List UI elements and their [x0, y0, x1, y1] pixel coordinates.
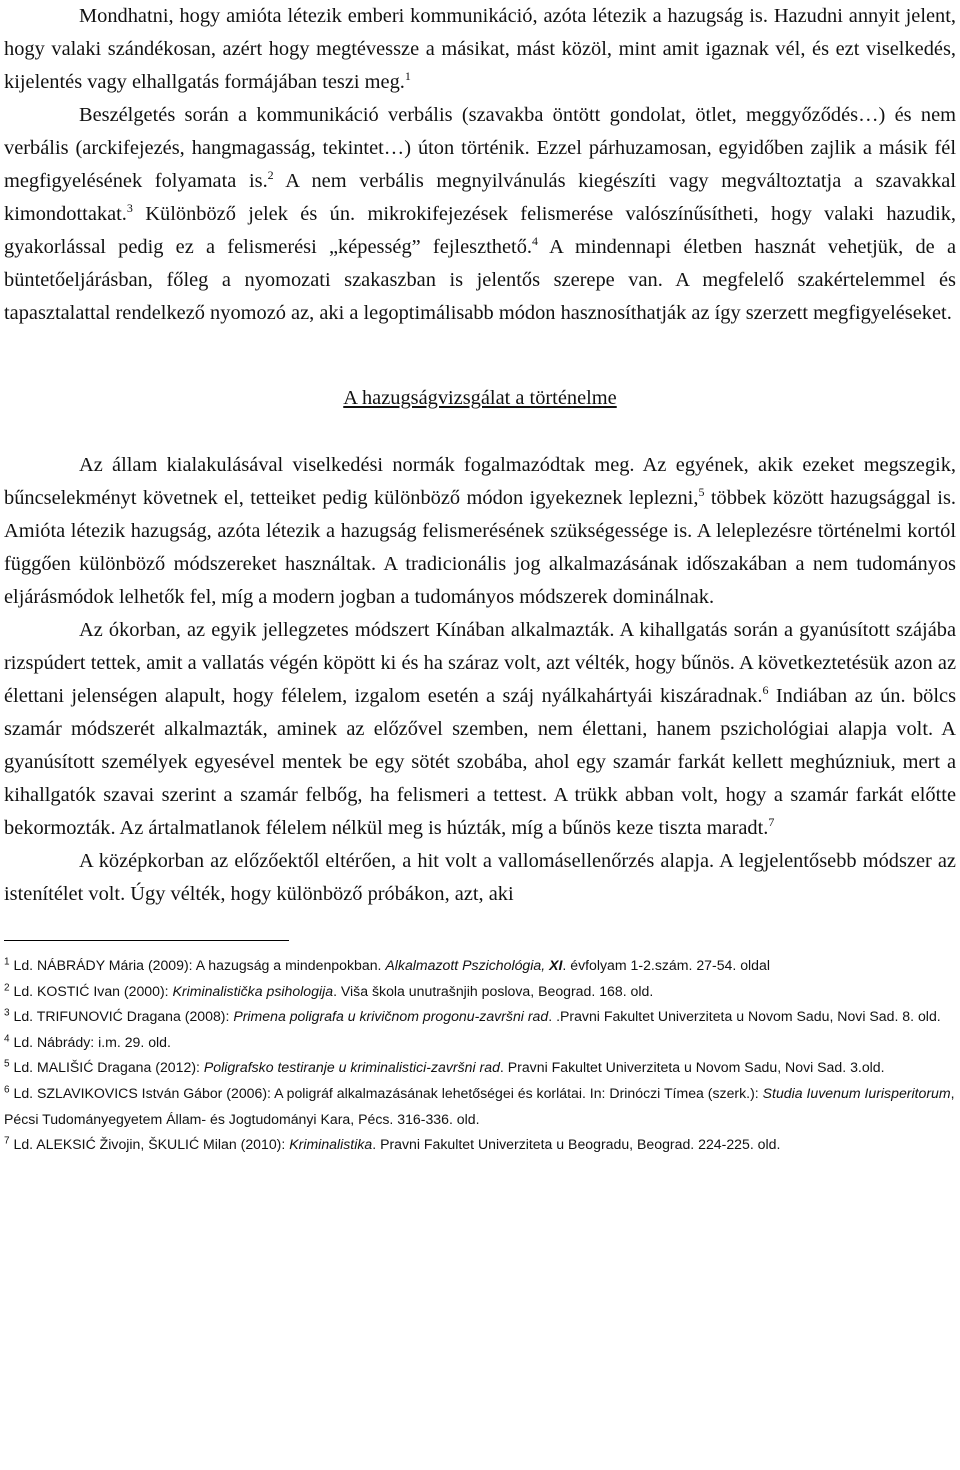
- paragraph-text: A nem verbális megnyilvánulás kiegészíti vagy megváltoztatja a szavakkal kimondottakat.: [4, 170, 957, 225]
- footnote-text: . Pravni Fakultet Univerziteta u Beogradu, Beograd. 224-225. old.: [372, 1136, 781, 1153]
- footnote-number: 5: [4, 1058, 10, 1070]
- paragraph-text: Beszélgetés során a kommunikáció verbális (szavakba öntött gondolat, ötlet, meggyőződés…) és nem verbális (arckifejezés, hangmagasság, tekintet…) úton történik. Ezzel párhuzamosan, egyidőben zajlik a másik fél megfigyelésének folyamata is.: [4, 104, 956, 192]
- footnote-5: [4, 1055, 956, 1081]
- footnote-title: Kriminalistička psihologija: [172, 982, 334, 999]
- section-heading: A hazugságvizsgálat a történelme: [343, 387, 617, 409]
- footnote-number: 1: [4, 956, 10, 968]
- paragraph-5: [4, 845, 956, 911]
- footnote-2: [4, 979, 956, 1005]
- footnote-separator: [4, 940, 289, 941]
- footnote-text: Ld. KOSTIĆ Ivan (2000):: [9, 982, 173, 999]
- footnote-text: . .Pravni Fakultet Univerziteta u Novom Sadu, Novi Sad. 8. old.: [548, 1008, 941, 1025]
- body-text: [4, 0, 956, 911]
- footnote-number: 2: [4, 981, 10, 993]
- footnote-title: Kriminalistika: [289, 1136, 373, 1153]
- paragraph-text: Indiában az ún. bölcs szamár módszerét alkalmazták, aminek az előzővel szemben, nem élettani, hanem pszichológiai alapja volt. A gyanúsított személyek egyesével mentek be egy sötét szobába, ahol egy szamár farkát kellett meghúzniuk, mert a kihallgatók szavai szerint a szamár felbőg, ha felismeri a tettest. A trükk abban volt, hogy a szamár farkát előtte bekormozták. Az ártalmatlanok félelem nélkül meg is húzták, míg a bűnös keze tiszta maradt.: [4, 685, 957, 839]
- footnote-6: [4, 1081, 956, 1132]
- footnote-text: . Pravni Fakultet Univerziteta u Novom Sadu, Novi Sad. 3.old.: [499, 1059, 885, 1076]
- paragraph-2: [4, 99, 956, 330]
- footnotes: [4, 953, 956, 1158]
- footnote-text: Ld. NÁBRÁDY Mária (2009): A hazugság a mindenpokban.: [9, 957, 386, 973]
- paragraph-3: [4, 449, 956, 614]
- footnote-text: , Pécsi Tudományegyetem Állam- és Jogtudományi Kara, Pécs. 316-336. old.: [4, 1084, 955, 1127]
- footnote-number: 7: [4, 1135, 10, 1147]
- footnote-text: . Viša škola unutrašnjih poslova, Beograd. 168. old.: [333, 982, 654, 999]
- footnote-ref: 5: [698, 485, 705, 500]
- paragraph-text: A mindennapi életben hasznát vehetjük, de a büntetőeljárásban, főleg a nyomozati szakaszban is jelentős szerepe van. A megfelelő szakértelemmel és tapasztalattal rendelkező nyomozó az, aki a legoptimálisabb módon hasznosíthatják az így szerzett megfigyeléseket.: [4, 236, 956, 324]
- footnote-4: [4, 1030, 956, 1056]
- footnote-number: 3: [4, 1007, 10, 1019]
- footnote-volume: XI: [545, 957, 563, 973]
- footnote-title: Primena poligrafa u krivičnom progonu-završni rad: [233, 1008, 549, 1025]
- footnote-text: Ld. SZLAVIKOVICS István Gábor (2006): A poligráf alkalmazásának lehetőségei és korlátai. In: Drinóczi Tímea (szerk.):: [9, 1084, 763, 1101]
- document-page: [4, 0, 956, 1158]
- footnote-number: 4: [4, 1033, 10, 1045]
- footnote-text: Ld. MALIŠIĆ Dragana (2012):: [9, 1059, 204, 1076]
- footnote-7: [4, 1132, 956, 1158]
- footnote-text: . évfolyam 1-2.szám. 27-54. oldal: [562, 957, 770, 973]
- footnote-ref: 7: [768, 815, 775, 830]
- footnote-number: 6: [4, 1084, 10, 1096]
- footnote-title: Alkalmazott Pszichológia,: [385, 957, 546, 973]
- footnote-ref: 3: [126, 201, 133, 216]
- footnote-text: Ld. TRIFUNOVIĆ Dragana (2008):: [9, 1008, 234, 1025]
- footnote-title: Poligrafsko testiranje u kriminalistici-završni rad: [203, 1059, 500, 1076]
- footnote-ref: 6: [762, 683, 769, 698]
- footnote-text: Ld. ALEKSIĆ Živojin, ŠKULIĆ Milan (2010):: [9, 1136, 290, 1153]
- footnote-ref: 1: [404, 69, 411, 84]
- footnote-3: [4, 1004, 956, 1030]
- paragraph-text: Az állam kialakulásával viselkedési normák fogalmazódtak meg. Az egyének, akik ezeket megszegik, bűncselekményt követnek el, tetteiket pedig különböző módon igyekeznek leplezni,: [4, 454, 956, 509]
- footnote-1: [4, 953, 956, 979]
- paragraph-text: Különböző jelek és ún. mikrokifejezések felismerése valószínűsítheti, hogy valaki hazudik, gyakorlással pedig ez a felismerési „képesség” fejleszthető.: [4, 203, 956, 258]
- paragraph-text: Az ókorban, az egyik jellegzetes módszert Kínában alkalmazták. A kihallgatás során a gyanúsított szájába rizspúdert tettek, amit a vallatás végén köpött ki és ha száraz volt, azt vélték, hogy bűnös. A következtetésük azon az élettani jelenségen alapult, hogy félelem, izgalom esetén a száj nyálkahártyái kiszáradnak.: [4, 619, 956, 707]
- paragraph-1: [4, 0, 956, 99]
- footnote-title: Studia Iuvenum Iurisperitorum: [762, 1084, 951, 1101]
- paragraph-text: Mondhatni, hogy amióta létezik emberi kommunikáció, azóta létezik a hazugság is. Hazudni annyit jelent, hogy valaki szándékosan, azért hogy megtévessze a másikat, mást közöl, mint amit igaznak vél, és ezt viselkedés, kijelentés vagy elhallgatás formájában teszi meg.: [4, 5, 956, 93]
- paragraph-4: [4, 614, 956, 845]
- footnote-text: Ld. Nábrády: i.m. 29. old.: [9, 1033, 171, 1050]
- footnote-ref: 2: [267, 168, 274, 183]
- paragraph-text: A középkorban az előzőektől eltérően, a hit volt a vallomásellenőrzés alapja. A legjelentősebb módszer az istenítélet volt. Úgy vélték, hogy különböző próbákon, azt, aki: [4, 850, 956, 905]
- footnote-ref: 4: [532, 234, 539, 249]
- paragraph-text: többek között hazugsággal is. Amióta létezik hazugság, azóta létezik a hazugság felismerésének szükségessége is. A leleplezésre történelmi kortól függően különböző módszereket használtak. A tradicionális jog alkalmazásának időszakában a nem tudományos eljárásmódok lelhetők fel, míg a modern jogban a tudományos módszerek dominálnak.: [4, 487, 956, 608]
